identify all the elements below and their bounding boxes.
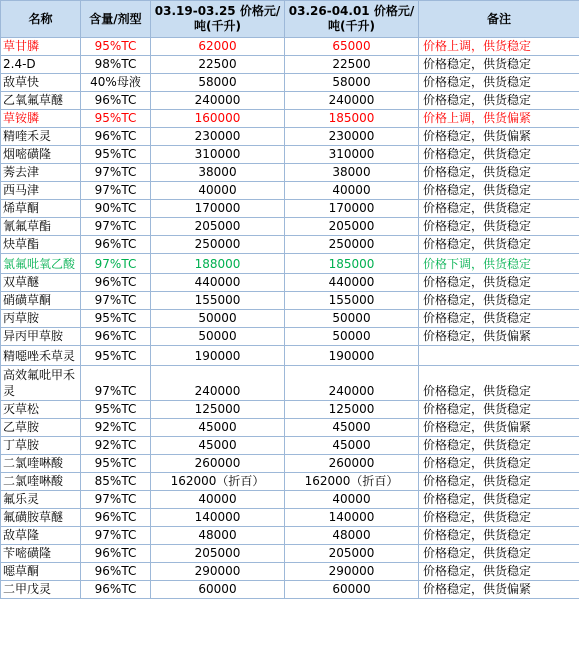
cell-note: 价格稳定，供货稳定 <box>419 218 579 236</box>
cell-content: 95%TC <box>81 310 151 328</box>
cell-content: 95%TC <box>81 455 151 473</box>
table-row <box>1 218 579 236</box>
cell-note: 价格稳定，供货稳定 <box>419 274 579 292</box>
cell-note: 价格稳定，供货稳定 <box>419 74 579 92</box>
cell-price-period-1: 205000 <box>151 218 285 236</box>
table-row <box>1 401 579 419</box>
cell-content: 97%TC <box>81 292 151 310</box>
table-row <box>1 128 579 146</box>
cell-name: 氯氟吡氧乙酸 <box>1 254 81 274</box>
header-period-1: 03.19-03.25 价格元/吨(千升) <box>151 1 285 38</box>
cell-content: 96%TC <box>81 236 151 254</box>
cell-price-period-1: 160000 <box>151 110 285 128</box>
cell-price-period-1: 58000 <box>151 74 285 92</box>
table-row <box>1 346 579 366</box>
table-row <box>1 110 579 128</box>
cell-price-period-1: 205000 <box>151 545 285 563</box>
cell-price-period-1: 240000 <box>151 92 285 110</box>
cell-name: 氟磺胺草醚 <box>1 509 81 527</box>
cell-name: 敌草隆 <box>1 527 81 545</box>
cell-price-period-1: 38000 <box>151 164 285 182</box>
cell-content: 95%TC <box>81 346 151 366</box>
cell-price-period-1: 230000 <box>151 128 285 146</box>
table-row <box>1 491 579 509</box>
cell-price-period-2: 230000 <box>285 128 419 146</box>
cell-note: 价格下调，供货稳定 <box>419 254 579 274</box>
cell-note: 价格上调，供货偏紧 <box>419 110 579 128</box>
cell-price-period-2: 185000 <box>285 254 419 274</box>
cell-note: 价格稳定，供货偏紧 <box>419 419 579 437</box>
cell-price-period-1: 62000 <box>151 38 285 56</box>
cell-price-period-2: 250000 <box>285 236 419 254</box>
cell-name: 精喹禾灵 <box>1 128 81 146</box>
cell-content: 97%TC <box>81 164 151 182</box>
cell-name: 炔草酯 <box>1 236 81 254</box>
table-row <box>1 310 579 328</box>
cell-content: 97%TC <box>81 491 151 509</box>
cell-price-period-2: 40000 <box>285 491 419 509</box>
cell-note: 价格稳定，供货稳定 <box>419 366 579 401</box>
cell-price-period-1: 40000 <box>151 491 285 509</box>
header-name: 名称 <box>1 1 81 38</box>
cell-note: 价格稳定，供货稳定 <box>419 527 579 545</box>
cell-name: 氰氟草酯 <box>1 218 81 236</box>
table-row <box>1 236 579 254</box>
cell-price-period-2: 38000 <box>285 164 419 182</box>
table-row <box>1 164 579 182</box>
cell-price-period-1: 45000 <box>151 419 285 437</box>
cell-note: 价格稳定，供货稳定 <box>419 56 579 74</box>
cell-note: 价格稳定，供货稳定 <box>419 236 579 254</box>
table-row <box>1 545 579 563</box>
cell-name: 西马津 <box>1 182 81 200</box>
cell-content: 97%TC <box>81 218 151 236</box>
cell-note: 价格稳定，供货稳定 <box>419 491 579 509</box>
cell-note: 价格稳定，供货稳定 <box>419 437 579 455</box>
cell-price-period-1: 170000 <box>151 200 285 218</box>
cell-note: 价格稳定，供货稳定 <box>419 563 579 581</box>
cell-price-period-2: 440000 <box>285 274 419 292</box>
cell-price-period-1: 50000 <box>151 328 285 346</box>
cell-price-period-2: 125000 <box>285 401 419 419</box>
cell-note: 价格稳定，供货稳定 <box>419 401 579 419</box>
table-row <box>1 56 579 74</box>
cell-price-period-2: 290000 <box>285 563 419 581</box>
cell-price-period-1: 45000 <box>151 437 285 455</box>
cell-content: 92%TC <box>81 419 151 437</box>
cell-name: 丁草胺 <box>1 437 81 455</box>
table-row <box>1 146 579 164</box>
cell-note: 价格稳定，供货稳定 <box>419 200 579 218</box>
cell-name: 二氯喹啉酸 <box>1 455 81 473</box>
cell-content: 92%TC <box>81 437 151 455</box>
cell-price-period-1: 188000 <box>151 254 285 274</box>
cell-content: 97%TC <box>81 254 151 274</box>
cell-price-period-1: 40000 <box>151 182 285 200</box>
cell-name: 二甲戊灵 <box>1 581 81 599</box>
table-row <box>1 437 579 455</box>
table-row <box>1 182 579 200</box>
cell-price-period-1: 155000 <box>151 292 285 310</box>
table-row <box>1 274 579 292</box>
cell-content: 95%TC <box>81 38 151 56</box>
cell-content: 96%TC <box>81 581 151 599</box>
table-row <box>1 581 579 599</box>
cell-name: 烟嘧磺隆 <box>1 146 81 164</box>
cell-note: 价格稳定，供货稳定 <box>419 292 579 310</box>
cell-price-period-2: 45000 <box>285 419 419 437</box>
cell-price-period-2: 162000（折百） <box>285 473 419 491</box>
cell-name: 硝磺草酮 <box>1 292 81 310</box>
cell-price-period-2: 140000 <box>285 509 419 527</box>
cell-name: 精噁唑禾草灵 <box>1 346 81 366</box>
cell-content: 96%TC <box>81 92 151 110</box>
cell-price-period-2: 40000 <box>285 182 419 200</box>
cell-note: 价格稳定，供货偏紧 <box>419 581 579 599</box>
table-row <box>1 366 579 401</box>
cell-price-period-1: 162000（折百） <box>151 473 285 491</box>
header-period-2: 03.26-04.01 价格元/吨(千升) <box>285 1 419 38</box>
cell-content: 90%TC <box>81 200 151 218</box>
cell-name: 高效氟吡甲禾灵 <box>1 366 81 401</box>
cell-price-period-1: 250000 <box>151 236 285 254</box>
cell-content: 95%TC <box>81 146 151 164</box>
table-row <box>1 509 579 527</box>
cell-note <box>419 346 579 366</box>
cell-price-period-2: 240000 <box>285 92 419 110</box>
cell-name: 乙草胺 <box>1 419 81 437</box>
cell-price-period-2: 240000 <box>285 366 419 401</box>
cell-price-period-1: 140000 <box>151 509 285 527</box>
table-row <box>1 38 579 56</box>
cell-price-period-1: 260000 <box>151 455 285 473</box>
cell-price-period-2: 185000 <box>285 110 419 128</box>
cell-price-period-2: 205000 <box>285 218 419 236</box>
cell-content: 40%母液 <box>81 74 151 92</box>
table-row <box>1 563 579 581</box>
cell-content: 95%TC <box>81 401 151 419</box>
table-row <box>1 92 579 110</box>
cell-note: 价格稳定，供货稳定 <box>419 509 579 527</box>
cell-content: 96%TC <box>81 328 151 346</box>
cell-content: 95%TC <box>81 110 151 128</box>
cell-price-period-2: 48000 <box>285 527 419 545</box>
cell-price-period-1: 125000 <box>151 401 285 419</box>
cell-price-period-1: 440000 <box>151 274 285 292</box>
table-body <box>1 38 579 599</box>
cell-note: 价格稳定，供货稳定 <box>419 545 579 563</box>
cell-price-period-1: 50000 <box>151 310 285 328</box>
cell-price-period-2: 310000 <box>285 146 419 164</box>
cell-name: 敌草快 <box>1 74 81 92</box>
cell-price-period-2: 50000 <box>285 310 419 328</box>
cell-content: 96%TC <box>81 545 151 563</box>
cell-price-period-2: 60000 <box>285 581 419 599</box>
cell-name: 烯草酮 <box>1 200 81 218</box>
header-note: 备注 <box>419 1 579 38</box>
table-row <box>1 292 579 310</box>
cell-content: 85%TC <box>81 473 151 491</box>
cell-note: 价格稳定，供货稳定 <box>419 92 579 110</box>
cell-note: 价格上调，供货稳定 <box>419 38 579 56</box>
table-row <box>1 328 579 346</box>
cell-name: 灭草松 <box>1 401 81 419</box>
table-row <box>1 455 579 473</box>
header-content: 含量/剂型 <box>81 1 151 38</box>
cell-content: 96%TC <box>81 563 151 581</box>
table-row <box>1 473 579 491</box>
cell-content: 96%TC <box>81 274 151 292</box>
cell-price-period-2: 170000 <box>285 200 419 218</box>
cell-content: 97%TC <box>81 182 151 200</box>
cell-note: 价格稳定，供货稳定 <box>419 164 579 182</box>
cell-note: 价格稳定，供货偏紧 <box>419 328 579 346</box>
cell-price-period-1: 290000 <box>151 563 285 581</box>
table-row <box>1 254 579 274</box>
cell-content: 97%TC <box>81 527 151 545</box>
cell-price-period-2: 22500 <box>285 56 419 74</box>
cell-price-period-2: 65000 <box>285 38 419 56</box>
cell-note: 价格稳定，供货稳定 <box>419 182 579 200</box>
cell-name: 氟乐灵 <box>1 491 81 509</box>
cell-note: 价格稳定，供货稳定 <box>419 146 579 164</box>
cell-name: 噁草酮 <box>1 563 81 581</box>
cell-price-period-1: 240000 <box>151 366 285 401</box>
cell-price-period-2: 205000 <box>285 545 419 563</box>
cell-note: 价格稳定，供货稳定 <box>419 455 579 473</box>
cell-price-period-1: 22500 <box>151 56 285 74</box>
table-row <box>1 74 579 92</box>
cell-note: 价格稳定，供货偏紧 <box>419 128 579 146</box>
table-row <box>1 200 579 218</box>
cell-name: 莠去津 <box>1 164 81 182</box>
cell-price-period-1: 60000 <box>151 581 285 599</box>
cell-name: 二氯喹啉酸 <box>1 473 81 491</box>
cell-note: 价格稳定，供货稳定 <box>419 473 579 491</box>
table-row <box>1 419 579 437</box>
cell-name: 草铵膦 <box>1 110 81 128</box>
cell-price-period-2: 260000 <box>285 455 419 473</box>
cell-name: 乙氧氟草醚 <box>1 92 81 110</box>
cell-note: 价格稳定，供货稳定 <box>419 310 579 328</box>
cell-price-period-1: 48000 <box>151 527 285 545</box>
cell-name: 丙草胺 <box>1 310 81 328</box>
cell-content: 96%TC <box>81 509 151 527</box>
cell-name: 草甘膦 <box>1 38 81 56</box>
cell-price-period-2: 45000 <box>285 437 419 455</box>
cell-name: 2.4-D <box>1 56 81 74</box>
cell-content: 96%TC <box>81 128 151 146</box>
cell-price-period-1: 190000 <box>151 346 285 366</box>
cell-content: 97%TC <box>81 366 151 401</box>
cell-price-period-2: 58000 <box>285 74 419 92</box>
table-header-row <box>1 1 579 38</box>
cell-content: 98%TC <box>81 56 151 74</box>
cell-name: 双草醚 <box>1 274 81 292</box>
cell-name: 苄嘧磺隆 <box>1 545 81 563</box>
cell-price-period-2: 190000 <box>285 346 419 366</box>
cell-name: 异丙甲草胺 <box>1 328 81 346</box>
cell-price-period-2: 155000 <box>285 292 419 310</box>
table-row <box>1 527 579 545</box>
cell-price-period-1: 310000 <box>151 146 285 164</box>
cell-price-period-2: 50000 <box>285 328 419 346</box>
